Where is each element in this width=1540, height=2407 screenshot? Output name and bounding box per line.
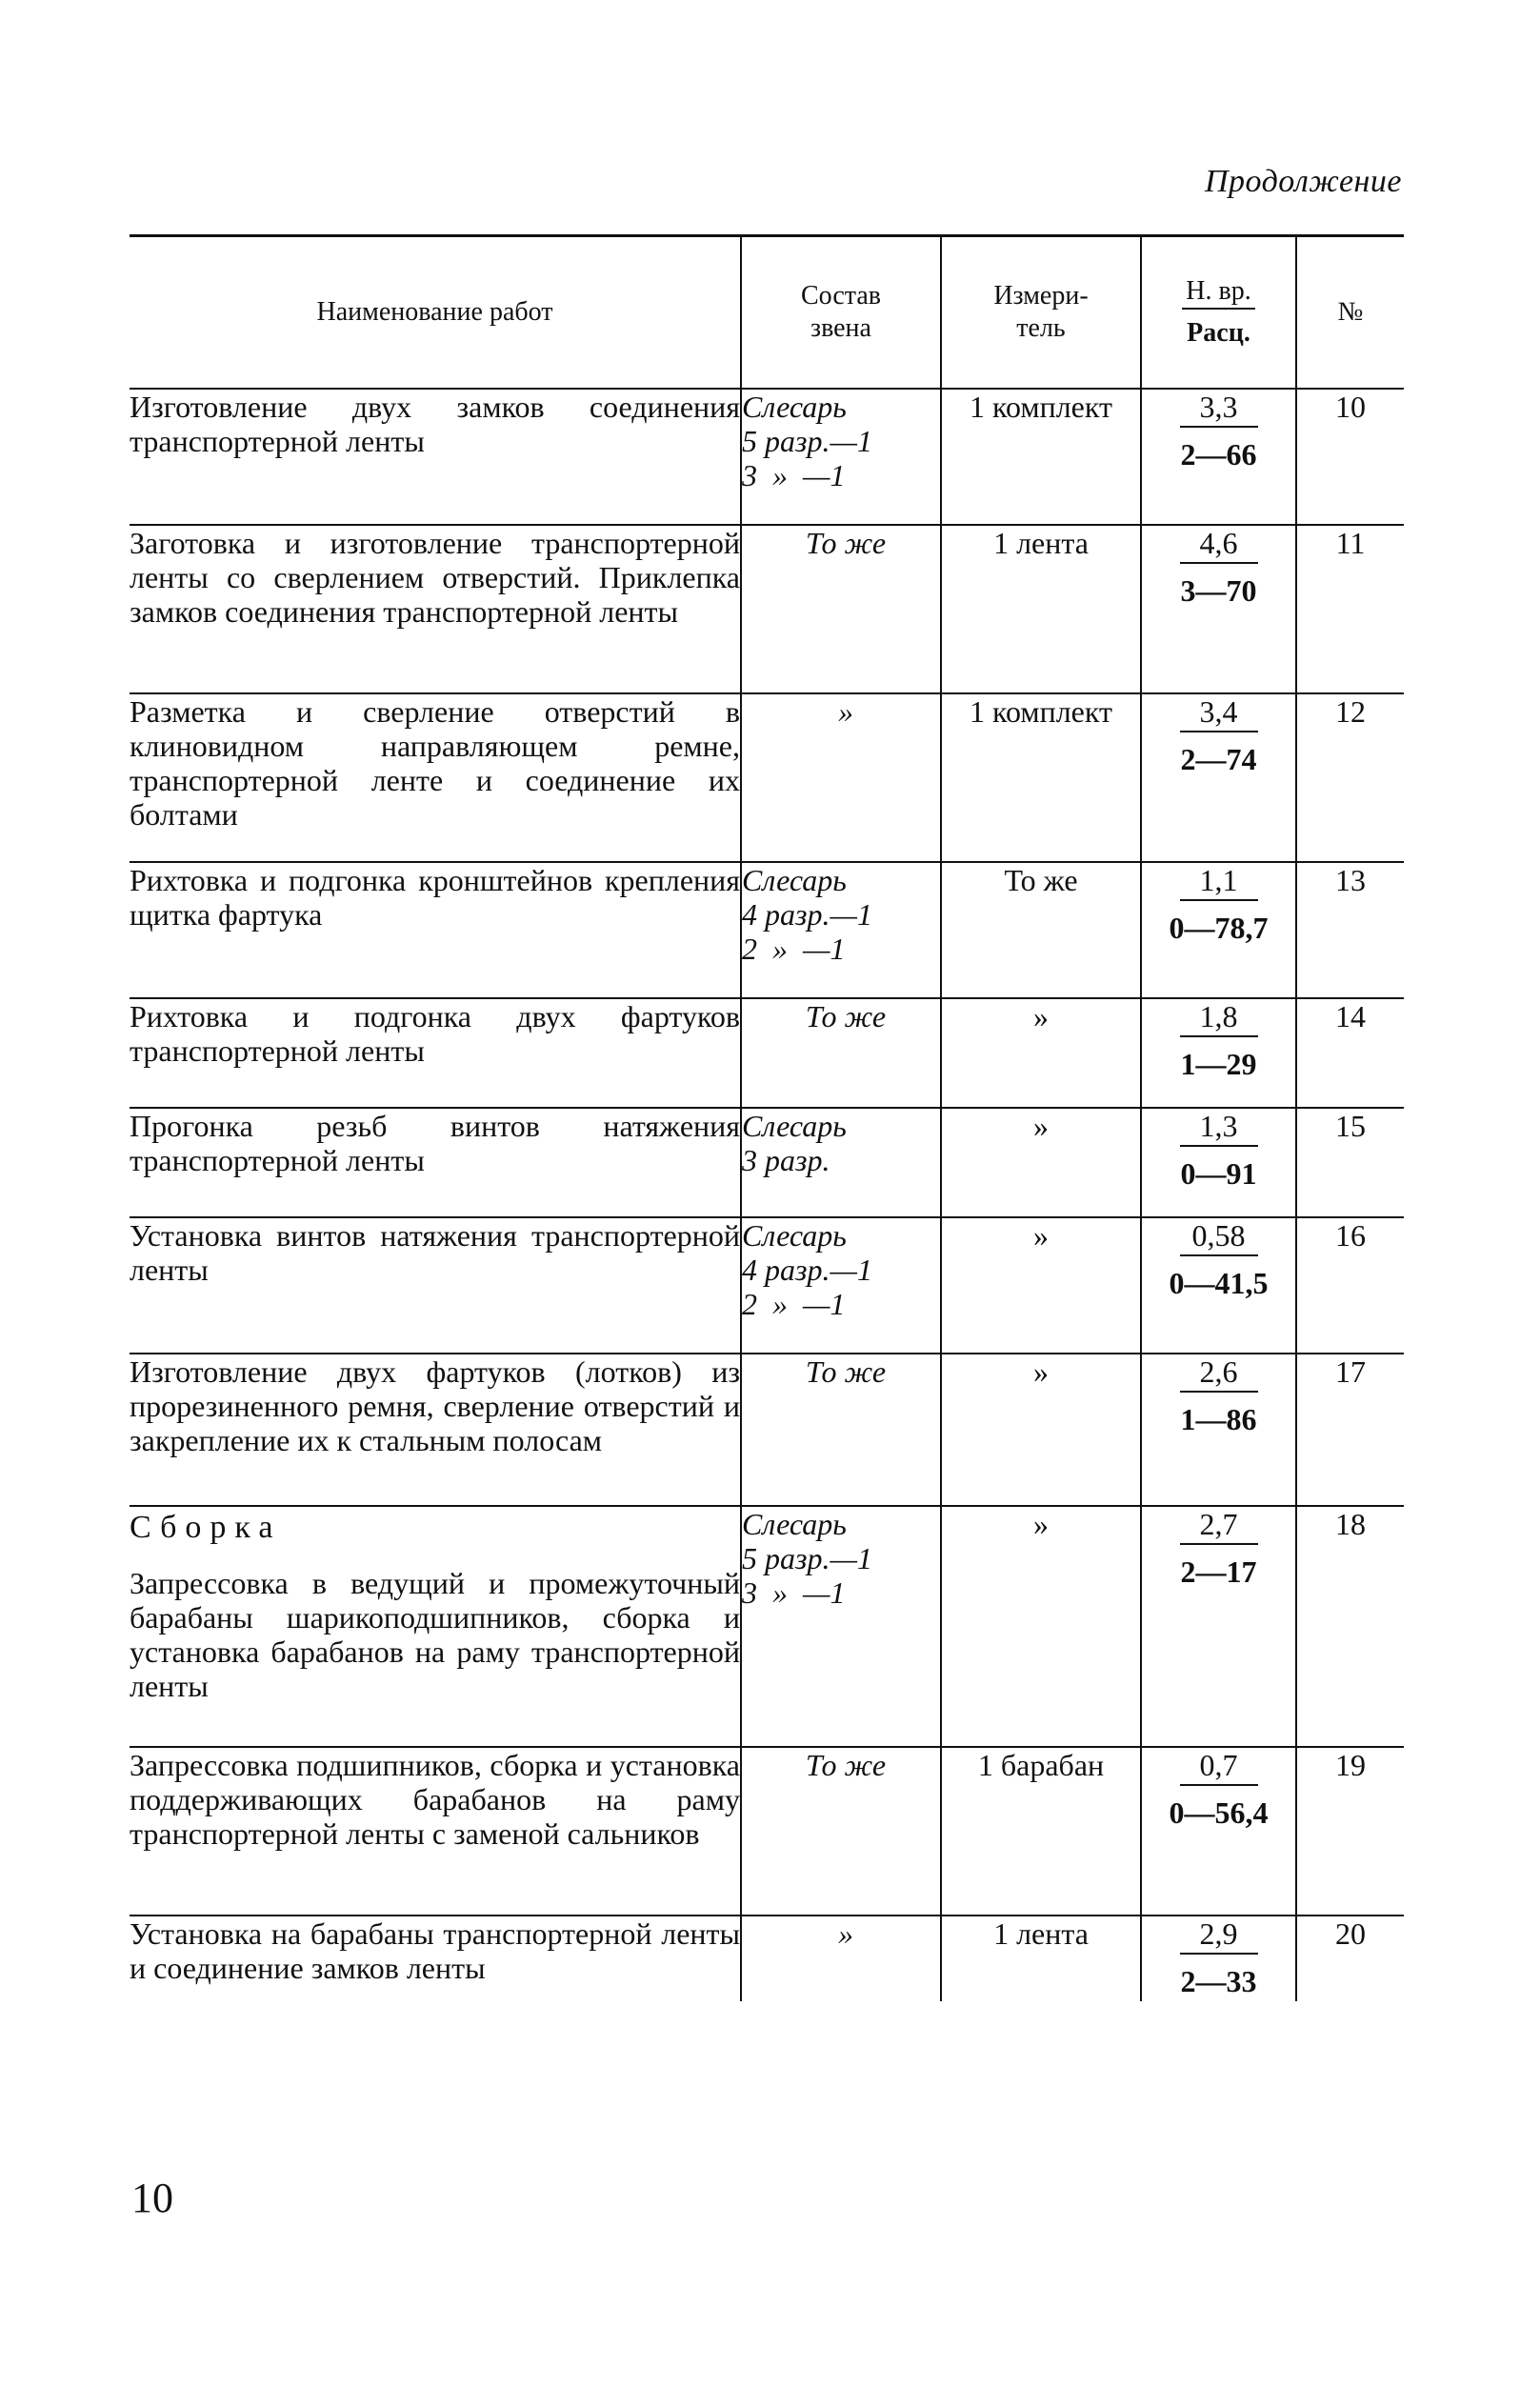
work-name: Запрессовка в ведущий и промежуточный барабаны шарикоподшипников, сборка и установка барабанов на раму транспортерной ленты [130,1565,740,1703]
header-time-norm: Н. вр. [1182,275,1254,310]
rate-cell [1141,1506,1296,1747]
table-row [130,862,1404,998]
work-name: Разметка и сверление отверстий в клиновидном направляющем ремне, транспортерной ленте и соединение их болтами [130,693,740,832]
unit-cell: 1 лента [941,525,1141,693]
rate-cell [1141,389,1296,525]
table-row [130,1506,1404,1747]
row-number: 10 [1296,389,1404,525]
price: 0—91 [1180,1155,1257,1191]
rate-cell [1141,862,1296,998]
table-row [130,1747,1404,1916]
time-norm: 3,3 [1180,390,1258,428]
price: 0—56,4 [1169,1795,1269,1830]
time-norm: 2,9 [1180,1916,1258,1955]
row-number: 12 [1296,693,1404,862]
row-number: 13 [1296,862,1404,998]
unit-cell: » [941,1217,1141,1354]
crew-line: Слесарь [742,389,847,424]
work-name: Рихтовка и подгонка двух фартуков транспортерной ленты [130,998,740,1068]
work-name: Изготовление двух фартуков (лотков) из прорезиненного ремня, сверление отверстий и закрепление их к стальным полосам [130,1354,740,1457]
rate-cell [1141,1354,1296,1506]
crew-line: 3 » —1 [742,457,846,492]
crew-cell [741,1108,941,1217]
unit-cell: » [941,1506,1141,1747]
work-name-cell [130,525,741,693]
crew-line: То же [805,1747,887,1782]
table-header-row [130,236,1404,389]
time-norm: 3,4 [1180,694,1258,732]
crew-cell [741,862,941,998]
price: 2—33 [1180,1963,1257,1998]
unit-cell: 1 барабан [941,1747,1141,1916]
header-number: № [1296,236,1404,389]
price: 0—78,7 [1169,910,1269,945]
crew-cell [741,1354,941,1506]
unit-cell: 1 комплект [941,389,1141,525]
time-norm: 4,6 [1180,526,1258,564]
crew-line: 4 разр.—1 [742,896,872,932]
row-number: 15 [1296,1108,1404,1217]
row-number: 18 [1296,1506,1404,1747]
time-norm: 1,1 [1180,863,1258,901]
work-name-cell [130,1217,741,1354]
header-rate [1141,236,1296,389]
unit-cell: 1 комплект [941,693,1141,862]
row-number: 16 [1296,1217,1404,1354]
section-title: Сборка [130,1509,282,1545]
work-name-cell [130,862,741,998]
crew-cell [741,389,941,525]
crew-cell [741,525,941,693]
work-name: Прогонка резьб винтов натяжения транспортерной ленты [130,1108,740,1177]
header-price: Расц. [1187,317,1250,348]
row-number: 11 [1296,525,1404,693]
table-body [130,389,1404,2001]
table-row [130,693,1404,862]
unit-cell: » [941,1108,1141,1217]
crew-line: » [838,693,853,729]
time-norm: 1,3 [1180,1109,1258,1147]
crew-cell [741,1747,941,1916]
price: 2—74 [1180,741,1257,776]
work-name-cell [130,998,741,1108]
price: 0—41,5 [1169,1265,1269,1300]
rate-cell [1141,1108,1296,1217]
crew-line: 3 » —1 [742,1575,846,1610]
work-name-cell [130,693,741,862]
work-name-cell [130,1108,741,1217]
time-norm: 2,7 [1180,1507,1258,1545]
header-name: Наименование работ [130,236,741,389]
work-name-cell [130,1747,741,1916]
crew-line: 2 » —1 [742,1286,846,1321]
rate-cell [1141,525,1296,693]
price: 3—70 [1180,572,1257,608]
crew-line: Слесарь [742,1217,847,1253]
crew-line: То же [805,525,887,560]
time-norm: 2,6 [1180,1354,1258,1393]
price: 1—29 [1180,1046,1257,1081]
row-number: 20 [1296,1916,1404,2001]
crew-cell [741,1916,941,2001]
time-norm: 0,7 [1180,1748,1258,1786]
row-number: 17 [1296,1354,1404,1506]
rate-cell [1141,998,1296,1108]
work-name: Установка на барабаны транспортерной ленты и соединение замков ленты [130,1916,740,1985]
work-name: Изготовление двух замков соединения транспортерной ленты [130,389,740,458]
unit-cell: То же [941,862,1141,998]
work-name-cell [130,389,741,525]
price: 2—17 [1180,1554,1257,1589]
table-row [130,1217,1404,1354]
unit-cell: 1 лента [941,1916,1141,2001]
time-norm: 0,58 [1180,1218,1258,1256]
price: 2—66 [1180,436,1257,471]
table-row [130,1108,1404,1217]
crew-line: 3 разр. [742,1142,830,1177]
crew-line: То же [805,998,887,1033]
rate-cell [1141,1217,1296,1354]
work-norms-table [130,234,1404,2001]
page-number: 10 [131,2175,173,2221]
crew-line: Слесарь [742,1506,847,1541]
crew-cell [741,1506,941,1747]
crew-line: » [838,1916,853,1951]
unit-cell: » [941,1354,1141,1506]
work-name: Установка винтов натяжения транспортерной ленты [130,1217,740,1287]
table-row [130,525,1404,693]
work-name-cell [130,1354,741,1506]
crew-line: То же [805,1354,887,1389]
row-number: 19 [1296,1747,1404,1916]
rate-cell [1141,693,1296,862]
header-unit: Измери- тель [941,236,1141,389]
rate-cell [1141,1916,1296,2001]
time-norm: 1,8 [1180,999,1258,1037]
work-name-cell [130,1916,741,2001]
work-name-cell [130,1506,741,1747]
work-name: Рихтовка и подгонка кронштейнов крепления щитка фартука [130,862,740,932]
price: 1—86 [1180,1401,1257,1436]
work-name: Запрессовка подшипников, сборка и установка поддерживающих барабанов на раму транспортерной ленты с заменой сальников [130,1747,740,1851]
crew-line: Слесарь [742,862,847,897]
crew-line: 4 разр.—1 [742,1252,872,1287]
crew-cell [741,1217,941,1354]
crew-line: 2 » —1 [742,931,846,966]
work-name: Заготовка и изготовление транспортерной ленты со сверлением отверстий. Приклепка замков соединения транспортерной ленты [130,525,740,629]
crew-line: Слесарь [742,1108,847,1143]
crew-cell [741,693,941,862]
header-crew: Состав звена [741,236,941,389]
crew-line: 5 разр.—1 [742,423,872,458]
unit-cell: » [941,998,1141,1108]
table-row [130,1354,1404,1506]
table-row [130,1916,1404,2001]
crew-line: 5 разр.—1 [742,1540,872,1575]
row-number: 14 [1296,998,1404,1108]
continuation-label: Продолжение [1204,164,1402,199]
crew-cell [741,998,941,1108]
rate-cell [1141,1747,1296,1916]
table-row [130,998,1404,1108]
table-row [130,389,1404,525]
